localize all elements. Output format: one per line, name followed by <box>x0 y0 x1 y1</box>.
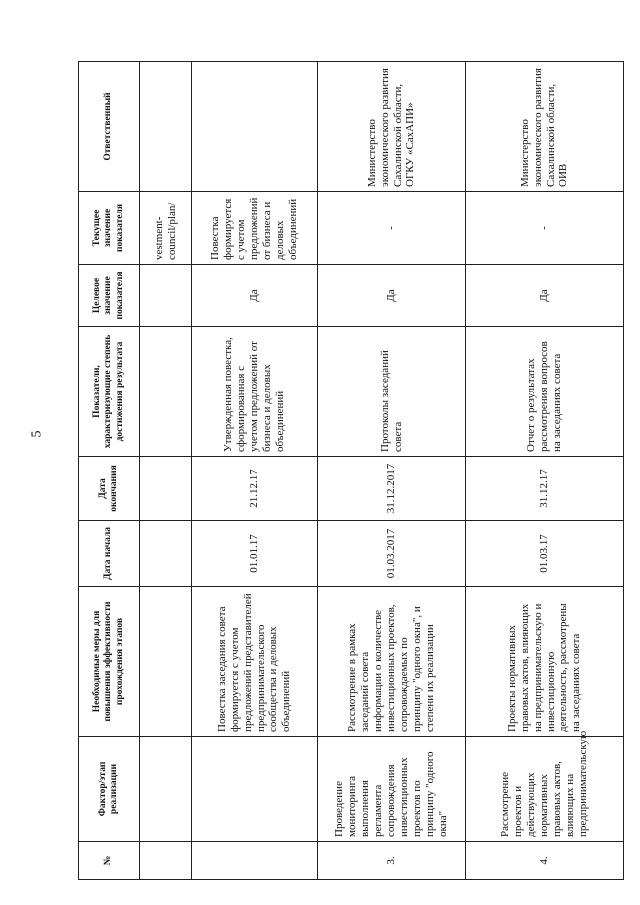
row-start-date: 01.03.17 <box>466 521 624 587</box>
table-row <box>318 62 466 880</box>
header-number: № <box>79 842 140 880</box>
row-target-value <box>140 265 192 327</box>
header-responsible: Ответственный <box>79 62 140 192</box>
header-measures: Необходимые меры для повышения эффективности прохождения этапов <box>79 587 140 737</box>
row-number <box>140 842 192 880</box>
row-indicator: Отчет о результатах рассмотрения вопросов на заседаниях совета <box>466 327 624 457</box>
row-end-date <box>140 457 192 521</box>
row-end-date: 31.12.17 <box>466 457 624 521</box>
table-header-row <box>79 62 140 880</box>
row-end-date: 21.12.17 <box>192 457 318 521</box>
header-indicator: Показатели, характеризующие степень достижения результата <box>79 327 140 457</box>
row-responsible: Министерство экономического развития Сахалинской области, ОИВ <box>466 62 624 192</box>
table-row <box>140 62 192 880</box>
row-current-value: vestment-council/plan/ <box>140 192 192 265</box>
row-indicator <box>140 327 192 457</box>
table-row <box>192 62 318 880</box>
row-indicator: Протоколы заседаний совета <box>318 327 466 457</box>
header-target-value: Целевое значение показателя <box>79 265 140 327</box>
row-responsible <box>192 62 318 192</box>
header-start-date: Дата начала <box>79 521 140 587</box>
row-current-value: - <box>318 192 466 265</box>
measures-table <box>78 61 624 880</box>
row-number: 3. <box>318 842 466 880</box>
row-start-date: 01.01.17 <box>192 521 318 587</box>
measures-table-sheet <box>78 62 618 880</box>
row-responsible <box>140 62 192 192</box>
page-number: 5 <box>29 430 45 438</box>
row-factor <box>192 737 318 842</box>
row-number <box>192 842 318 880</box>
row-target-value: Да <box>466 265 624 327</box>
row-target-value: Да <box>318 265 466 327</box>
row-indicator: Утвержденная повестка, сформированная с учетом предложений от бизнеса и деловых объединений <box>192 327 318 457</box>
row-current-value: Повестка формируется с учетом предложений от бизнеса и деловых объединений <box>192 192 318 265</box>
header-end-date: Дата окончания <box>79 457 140 521</box>
row-factor <box>140 737 192 842</box>
row-end-date: 31.12.2017 <box>318 457 466 521</box>
row-responsible: Министерство экономического развития Сахалинской области, ОГКУ «СахАПИ» <box>318 62 466 192</box>
row-factor: Рассмотрение проектов и действующих нормативных правовых актов, влияющих на предпринимательскую <box>466 737 624 842</box>
row-start-date: 01.03.2017 <box>318 521 466 587</box>
row-measures <box>140 587 192 737</box>
row-measures: Рассмотрение в рамках заседаний совета информации о количестве инвестиционных проектов, сопровождаемых по принципу "одного окна", и степени их реализации <box>318 587 466 737</box>
table-row <box>466 62 624 880</box>
header-factor: Фактор/этап реализации <box>79 737 140 842</box>
row-factor: Проведение мониторинга выполнения регламента сопровождения инвестиционных проектов по принципу "одного окна" <box>318 737 466 842</box>
header-current-value: Текущее значение показателя <box>79 192 140 265</box>
row-start-date <box>140 521 192 587</box>
row-current-value: - <box>466 192 624 265</box>
row-target-value: Да <box>192 265 318 327</box>
row-measures: Проекты нормативных правовых актов, влияющих на предпринимательскую и инвестиционную деятельность, рассмотрены на заседаниях совета <box>466 587 624 737</box>
row-measures: Повестка заседания совета формируется с учетом предложений представителей предпринимательского сообщества и деловых объединений <box>192 587 318 737</box>
row-number: 4. <box>466 842 624 880</box>
